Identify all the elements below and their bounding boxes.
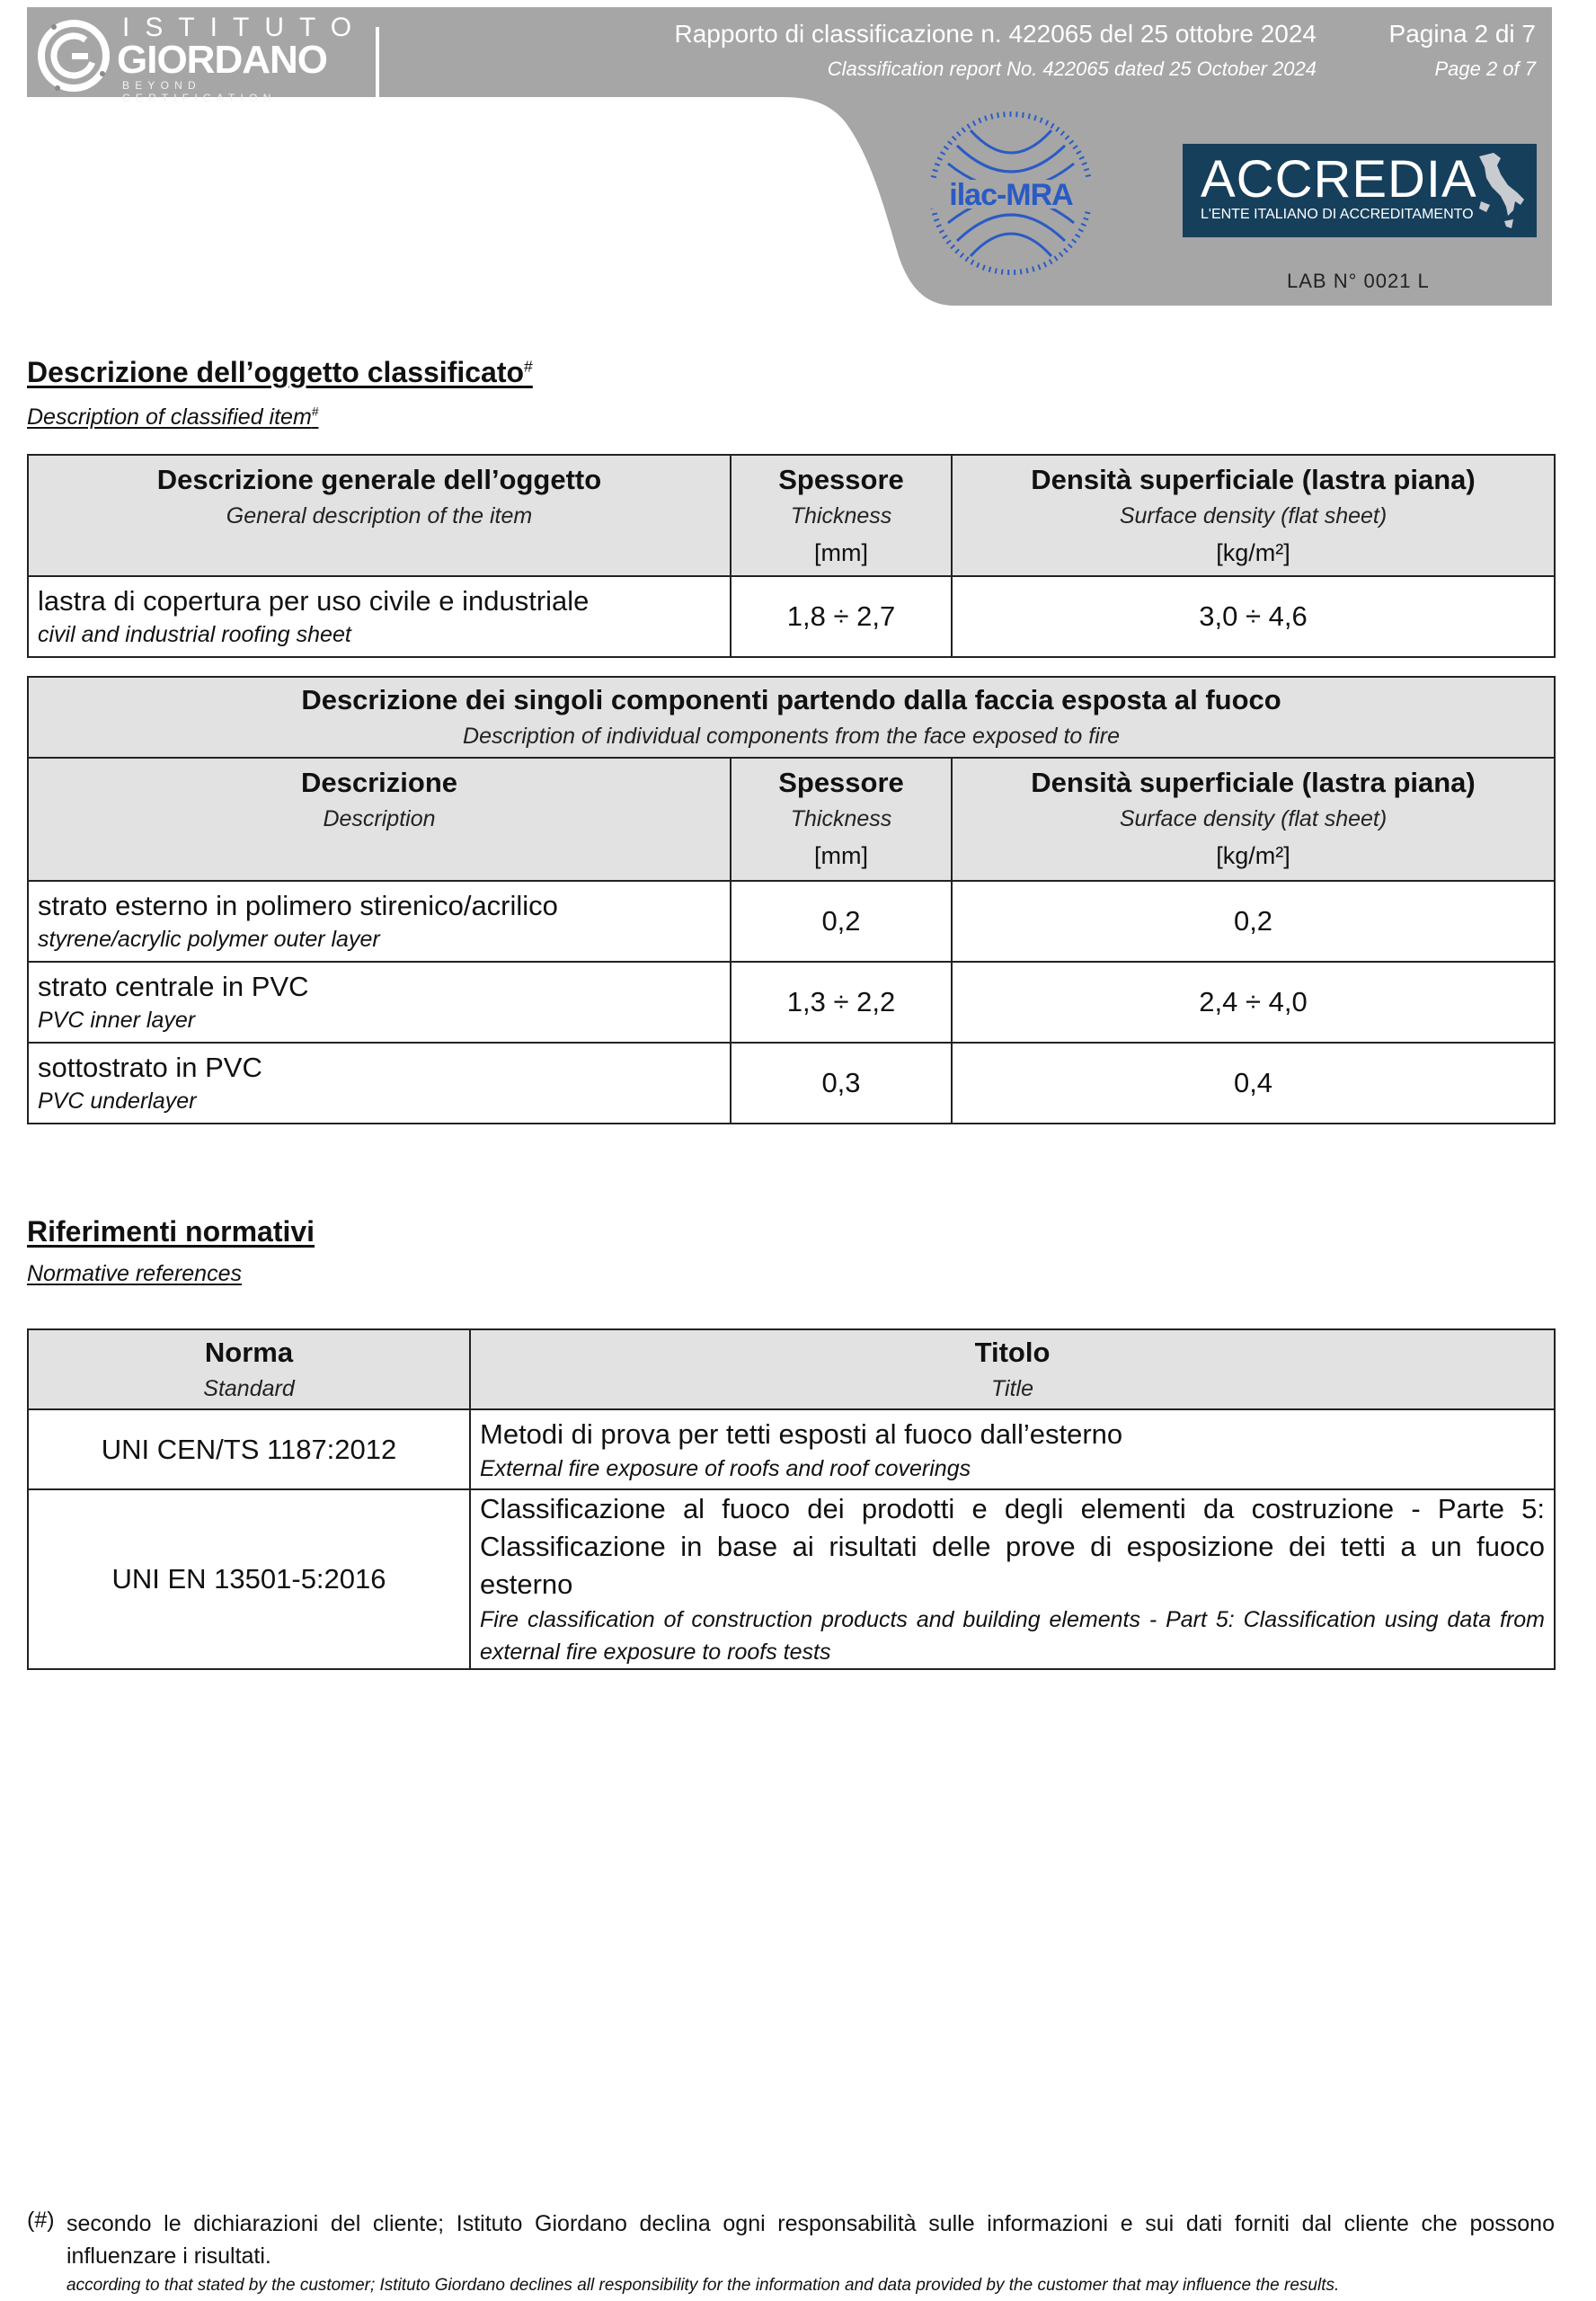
component-description-cell: strato centrale in PVC PVC inner layer (28, 962, 731, 1043)
giordano-g-icon (36, 18, 111, 93)
logo-giordano: GIORDANO (117, 38, 327, 82)
header-cell-description: Descrizione generale dell’oggetto General description of the item (28, 455, 731, 576)
logo-tagline: BEYOND CERTIFICATION (122, 79, 277, 104)
header-cell-title: Titolo Title (470, 1329, 1555, 1409)
components-table-title: Descrizione dei singoli componenti partendo dalla faccia esposta al fuoco Description of individual components from the face exposed to fire (28, 677, 1555, 758)
table-row (28, 1489, 1555, 1669)
logo-divider (376, 27, 379, 99)
component-description-cell: sottostrato in PVC PVC underlayer (28, 1043, 731, 1124)
page-number: Pagina 2 di 7 (1388, 20, 1536, 48)
table-row (28, 1409, 1555, 1489)
density-cell: 3,0 ÷ 4,6 (952, 576, 1555, 657)
header-cell-thickness: Spessore Thickness [mm] (731, 455, 952, 576)
table-row (28, 881, 1555, 962)
header-cell-thickness: Spessore Thickness [mm] (731, 758, 952, 881)
item-description-cell: lastra di copertura per uso civile e industriale civil and industrial roofing sheet (28, 576, 731, 657)
istituto-giordano-logo (36, 13, 368, 104)
accredia-logo (1183, 144, 1537, 237)
thickness-cell: 0,2 (731, 881, 952, 962)
header-cell-description: Descrizione Description (28, 758, 731, 881)
thickness-cell: 0,3 (731, 1043, 952, 1124)
standard-cell: UNI EN 13501-5:2016 (28, 1489, 470, 1669)
table-row (28, 576, 1555, 657)
accredia-subtitle: L'ENTE ITALIANO DI ACCREDITAMENTO (1201, 207, 1474, 222)
standard-cell: UNI CEN/TS 1187:2012 (28, 1409, 470, 1489)
header-cell-density: Densità superficiale (lastra piana) Surface density (flat sheet) [kg/m²] (952, 455, 1555, 576)
table-row (28, 962, 1555, 1043)
italy-map-icon (1474, 151, 1528, 230)
density-cell: 0,4 (952, 1043, 1555, 1124)
title-cell: Metodi di prova per tetti esposti al fuoco dall’esterno External fire exposure of roofs and roof coverings (470, 1409, 1555, 1489)
page-number-en: Page 2 of 7 (1434, 58, 1536, 80)
table-header-row (28, 455, 1555, 576)
table-row (28, 1043, 1555, 1124)
title-cell: Classificazione al fuoco dei prodotti e degli elementi da costruzione - Parte 5: Classificazione in base ai risultati delle prove di esposizione dei tetti a un fuoco esterno Fire classification of construction products and building elements - Part 5: Classification using data from external fire exposure to roofs tests (470, 1489, 1555, 1669)
footnote-mark: (#) (27, 2208, 55, 2233)
table-header-row (28, 1329, 1555, 1409)
general-description-table (27, 454, 1556, 658)
logo-istituto: ISTITUTO (122, 13, 368, 42)
footnote-text-en: according to that stated by the customer; Istituto Giordano declines all responsibility for the information and data provided by the customer that may influence the results. (66, 2276, 1340, 2295)
report-title: Rapporto di classificazione n. 422065 del 25 ottobre 2024 (674, 20, 1317, 48)
footnote-text-it: secondo le dichiarazioni del cliente; Istituto Giordano declina ogni responsabilità sulle informazioni e sui dati forniti dal cliente che possono influenzare i risultati. (66, 2211, 1555, 2269)
lab-number: LAB N° 0021 L (1287, 270, 1430, 292)
section-subtitle-references: Normative references (27, 1261, 242, 1286)
header-cell-standard: Norma Standard (28, 1329, 470, 1409)
ilac-mra-logo-icon (926, 108, 1096, 279)
components-table (27, 676, 1556, 1124)
table-title-row (28, 677, 1555, 758)
component-description-cell: strato esterno in polimero stirenico/acrilico styrene/acrylic polymer outer layer (28, 881, 731, 962)
svg-text:ilac-MRA: ilac-MRA (949, 178, 1073, 212)
report-title-en: Classification report No. 422065 dated 25 October 2024 (827, 58, 1317, 80)
accredia-name: ACCREDIA (1201, 150, 1477, 209)
section-subtitle-description: Description of classified item# (27, 404, 319, 430)
section-title-references: Riferimenti normativi (27, 1215, 315, 1248)
header-cell-density: Densità superficiale (lastra piana) Surface density (flat sheet) [kg/m²] (952, 758, 1555, 881)
table-header-row (28, 758, 1555, 881)
thickness-cell: 1,8 ÷ 2,7 (731, 576, 952, 657)
normative-references-table (27, 1328, 1556, 1670)
thickness-cell: 1,3 ÷ 2,2 (731, 962, 952, 1043)
density-cell: 0,2 (952, 881, 1555, 962)
density-cell: 2,4 ÷ 4,0 (952, 962, 1555, 1043)
section-title-description: Descrizione dell’oggetto classificato# (27, 356, 533, 388)
